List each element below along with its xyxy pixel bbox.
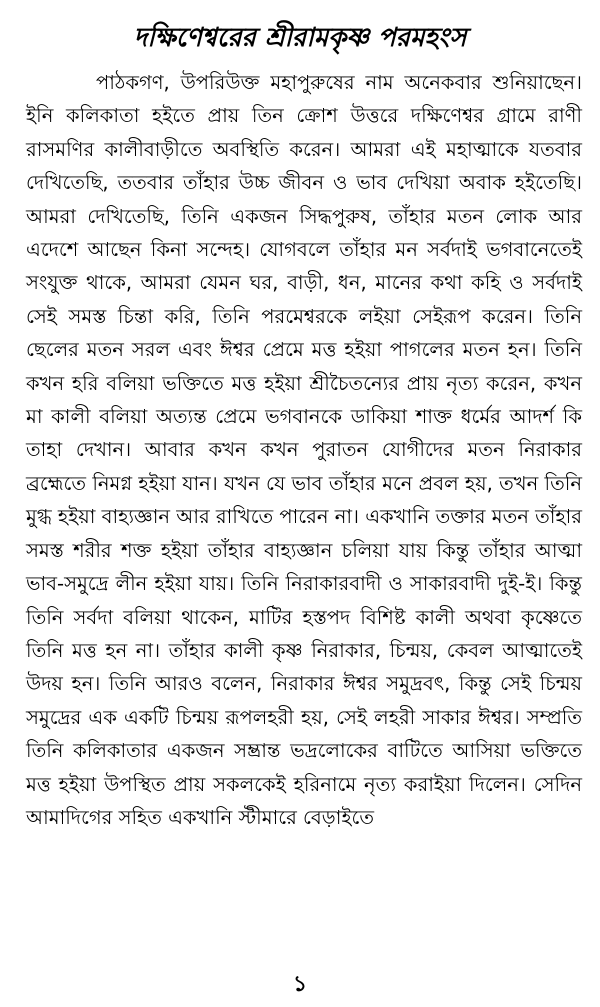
page-title: দক্ষিণেশ্বরের শ্রীরামকৃষ্ণ পরমহংস bbox=[133, 23, 467, 53]
paragraph: পাঠকগণ, উপরিউক্ত মহাপুরুষের নাম অনেকবার শুনিয়াছেন। ইনি কলিকাতা হইতে প্রায় তিন ক্রোশ উত্তরে দক্ষিণেশ্বর গ্রামে রাণী রাসমণির কালীবাড়ীতে অবস্থিতি করেন। আমরা এই মহাত্মাকে যতবার দেখিতেছি, ততবার তাঁহার উচ্চ জীবন ও ভাব দেখিয়া অবাক হইতেছি। আমরা দেখিতেছি, তিনি একজন সিদ্ধপুরুষ, তাঁহার মতন লোক আর এদেশে আছেন কিনা সন্দেহ। যোগবলে তাঁহার মন সর্বদাই ভগবানেতেই সংযুক্ত থাকে, আমরা যেমন ঘর, বাড়ী, ধন, মানের কথা কহি ও সর্বদাই সেই সমস্ত চিন্তা করি, তিনি পরমেশ্বরকে লইয়া সেইরূপ করেন। তিনি ছেলের মতন সরল এবং ঈশ্বর প্রেমে মত্ত হইয়া পাগলের মতন হন। তিনি কখন হরি বলিয়া ভক্তিতে মত্ত হইয়া শ্রীচৈতন্যের প্রায় নৃত্য করেন, কখন মা কালী বলিয়া অত্যন্ত প্রেমে ভগবানকে ডাকিয়া শাক্ত ধর্মের আদর্শ কি তাহা দেখান। আবার কখন কখন পুরাতন যোগীদের মতন নিরাকার ব্রহ্মেতে নিমগ্ন হইয়া যান। যখন যে ভাব তাঁহার মনে প্রবল হয়, তখন তিনি মুগ্ধ হইয়া বাহ্যজ্ঞান আর রাখিতে পারেন না। একখানি তক্তার মতন তাঁহার সমস্ত শরীর শক্ত হইয়া তাঁহার বাহ্যজ্ঞান চলিয়া যায় কিন্তু তাঁহার আত্মা ভাব-সমুদ্রে লীন হইয়া যায়। তিনি নিরাকারবাদী ও সাকারবাদী দুই-ই। কিন্তু তিনি সর্বদা বলিয়া থাকেন, মাটির হস্তপদ বিশিষ্ট কালী অথবা কৃষ্ণেতে তিনি মত্ত হন না। তাঁহার কালী কৃষ্ণ নিরাকার, চিন্ময়, কেবল আত্মাতেই উদয় হন। তিনি আরও বলেন, নিরাকার ঈশ্বর সমুদ্রবৎ, কিন্তু সেই চিন্ময় সমুদ্রের এক একটি চিন্ময় রূপলহরী হয়, সেই লহরী সাকার ঈশ্বর। সম্প্রতি তিনি কলিকাতার একজন সম্ভ্রান্ত ভদ্রলোকের বাটিতে আসিয়া ভক্তিতে মত্ত হইয়া উপস্থিত প্রায় সকলকেই হরিনামে নৃত্য করাইয়া দিলেন। সেদিন আমাদিগের সহিত একখানি স্টীমারে বেড়াইতে bbox=[26, 71, 582, 829]
page-number: ১ bbox=[292, 972, 308, 997]
body-text bbox=[26, 66, 582, 834]
